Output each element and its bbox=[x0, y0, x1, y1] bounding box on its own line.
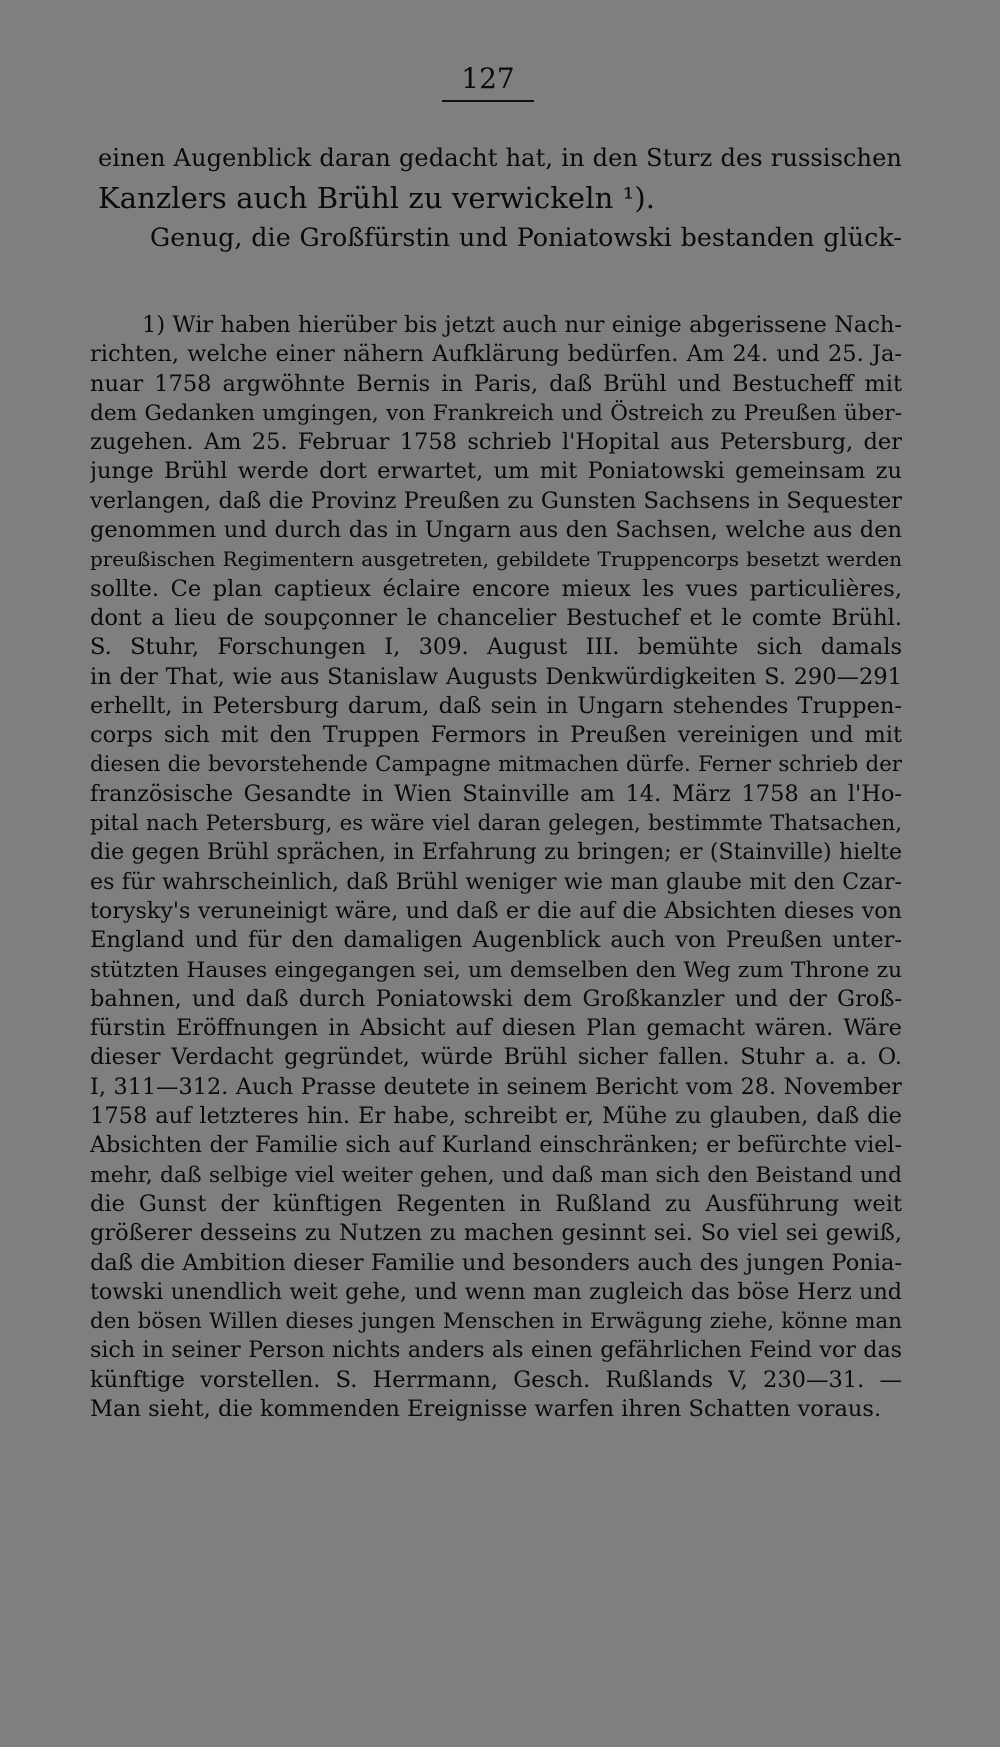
footnote-line: pital nach Petersburg, es wäre viel daran gelegen, bestimmte Thatsachen, bbox=[90, 811, 902, 837]
footnote-line: die gegen Brühl sprächen, in Erfahrung zu bringen; er (Stainville) hielte bbox=[90, 840, 902, 866]
footnote-line: 1) Wir haben hierüber bis jetzt auch nur einige abgerissene Nach- bbox=[142, 312, 902, 338]
footnote-line: zugehen. Am 25. Februar 1758 schrieb l'Hopital aus Petersburg, der bbox=[90, 429, 902, 456]
footnote-line: diesen die bevorstehende Campagne mitmachen dürfe. Ferner schrieb der bbox=[90, 752, 902, 778]
footnote-line: torysky's veruneinigt wäre, und daß er die auf die Absichten dieses von bbox=[90, 897, 902, 924]
footnote-line: Absichten der Familie sich auf Kurland einschränken; er befürchte viel- bbox=[90, 1132, 902, 1159]
footnote-line: künftige vorstellen. S. Herrmann, Gesch. Rußlands V, 230—31. — bbox=[90, 1366, 902, 1393]
footnote-line: S. Stuhr, Forschungen I, 309. August III. bemühte sich damals bbox=[90, 634, 902, 661]
footnote-line: es für wahrscheinlich, daß Brühl weniger wie man glaube mit den Czar- bbox=[90, 869, 902, 895]
footnote-line: sollte. Ce plan captieux éclaire encore mieux les vues particulières, bbox=[90, 575, 902, 602]
footnote-line: richten, welche einer nähern Aufklärung bedürfen. Am 24. und 25. Ja- bbox=[90, 341, 902, 368]
footnote-line: junge Brühl werde dort erwartet, um mit Poniatowski gemeinsam zu bbox=[90, 458, 902, 485]
footnote-line: nuar 1758 argwöhnte Bernis in Paris, daß Brühl und Bestucheff mit bbox=[90, 370, 902, 397]
footnote-line: England und für den damaligen Augenblick auch von Preußen unter- bbox=[90, 927, 902, 954]
main-text-line: einen Augenblick daran gedacht hat, in den Sturz des russischen bbox=[98, 144, 902, 172]
footnote-line: in der That, wie aus Stanislaw Augusts Denkwürdigkeiten S. 290—291 bbox=[90, 663, 902, 690]
footnote-line: dieser Verdacht gegründet, würde Brühl sicher fallen. Stuhr a. a. O. bbox=[90, 1044, 902, 1071]
footnote-line: fürstin Eröffnungen in Absicht auf diesen Plan gemacht wären. Wäre bbox=[90, 1015, 902, 1042]
page-number: 127 bbox=[461, 62, 515, 95]
footnote-line: dem Gedanken umgingen, von Frankreich und Östreich zu Preußen über- bbox=[90, 400, 902, 426]
main-text-line: Kanzlers auch Brühl zu verwickeln ¹). bbox=[98, 181, 656, 215]
footnote-line: daß die Ambition dieser Familie und besonders auch des jungen Ponia- bbox=[90, 1249, 902, 1276]
footnote bbox=[90, 311, 902, 1424]
footnote-line: mehr, daß selbige viel weiter gehen, und daß man sich den Beistand und bbox=[90, 1162, 902, 1188]
footnote-line: dont a lieu de soupçonner le chancelier Bestuchef et le comte Brühl. bbox=[90, 604, 902, 631]
footnote-line: stützten Hauses eingegangen sei, um demselben den Weg zum Throne zu bbox=[90, 957, 902, 983]
footnote-line: I, 311—312. Auch Prasse deutete in seinem Bericht vom 28. November bbox=[90, 1073, 902, 1100]
footnote-line: 1758 auf letzteres hin. Er habe, schreibt er, Mühe zu glauben, daß die bbox=[90, 1103, 902, 1130]
footnote-line: genommen und durch das in Ungarn aus den Sachsen, welche aus den bbox=[90, 517, 902, 544]
footnote-line: sich in seiner Person nichts anders als einen gefährlichen Feind vor das bbox=[90, 1337, 902, 1364]
page-header bbox=[440, 62, 536, 102]
header-rule bbox=[442, 100, 534, 102]
footnote-line: größerer desseins zu Nutzen zu machen gesinnt sei. So viel sei gewiß, bbox=[90, 1220, 902, 1247]
footnote-line: bahnen, und daß durch Poniatowski dem Großkanzler und der Groß- bbox=[90, 985, 902, 1012]
footnote-line: verlangen, daß die Provinz Preußen zu Gunsten Sachsens in Sequester bbox=[90, 487, 902, 514]
footnote-line: französische Gesandte in Wien Stainville am 14. März 1758 an l'Ho- bbox=[90, 780, 902, 807]
footnote-line: Man sieht, die kommenden Ereignisse warfen ihren Schatten voraus. bbox=[90, 1395, 882, 1422]
footnote-line: den bösen Willen dieses jungen Menschen in Erwägung ziehe, könne man bbox=[90, 1309, 902, 1335]
main-text bbox=[98, 138, 902, 258]
footnote-line: towski unendlich weit gehe, und wenn man zugleich das böse Herz und bbox=[90, 1278, 902, 1305]
footnote-line: erhellt, in Petersburg darum, daß sein in Ungarn stehendes Truppen- bbox=[90, 692, 902, 719]
footnote-line: corps sich mit den Truppen Fermors in Preußen vereinigen und mit bbox=[90, 722, 902, 749]
footnote-line: die Gunst der künftigen Regenten in Rußland zu Ausführung weit bbox=[90, 1190, 902, 1217]
main-text-line: Genug, die Großfürstin und Poniatowski bestanden glück- bbox=[150, 223, 902, 252]
footnote-line: preußischen Regimentern ausgetreten, gebildete Truppencorps besetzt werden bbox=[90, 548, 902, 572]
